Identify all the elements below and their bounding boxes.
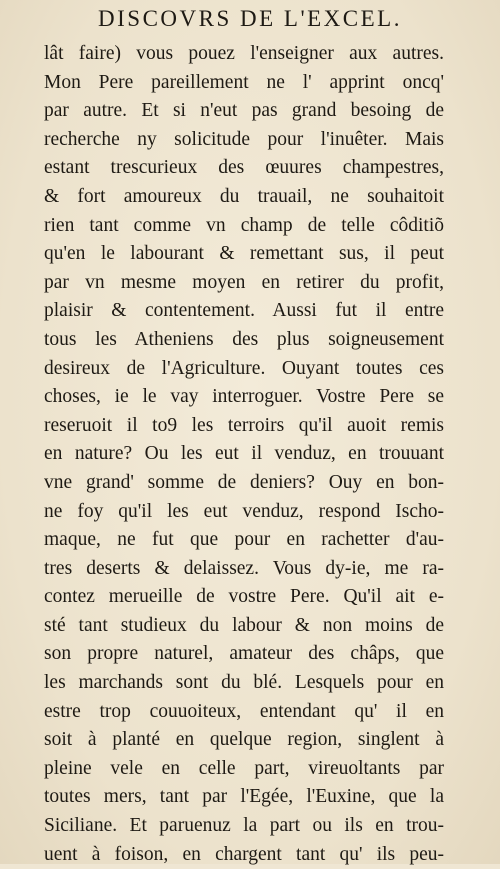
text-line: vne grand' somme de deniers? Ouy en bon- bbox=[44, 471, 444, 493]
text-line: & fort amoureux du trauail, ne souhaitoit bbox=[44, 185, 444, 207]
running-header: DISCOVRS DE L'EXCEL. bbox=[98, 6, 402, 31]
text-line: en nature? Ou les eut il venduz, en trouuant bbox=[44, 443, 444, 465]
text-line: estre trop couuoiteux, entendant qu' il en bbox=[44, 700, 444, 722]
text-line: estant trescurieux des œuures champestres, bbox=[44, 157, 444, 179]
text-line: maque, ne fut que pour en rachetter d'au- bbox=[44, 529, 444, 551]
text-line: toutes mers, tant par l'Egée, l'Euxine, que la bbox=[44, 786, 444, 808]
text-line: par autre. Et si n'eut pas grand besoing de bbox=[44, 100, 444, 122]
body-text bbox=[44, 40, 444, 869]
text-line: Siciliane. Et paruenuz la part ou ils en trou- bbox=[44, 815, 444, 837]
text-line: ne foy qu'il les eut venduz, respond Ischo- bbox=[44, 500, 444, 522]
text-line: plaisir & contentement. Aussi fut il entre bbox=[44, 300, 444, 322]
text-line: qu'en le labourant & remettant sus, il peut bbox=[44, 243, 444, 265]
text-line: sté tant studieux du labour & non moins de bbox=[44, 614, 444, 636]
text-line: desireux de l'Agriculture. Ouyant toutes ces bbox=[44, 357, 444, 379]
text-line: lât faire) vous pouez l'enseigner aux autres. bbox=[44, 43, 444, 64]
text-line: par vn mesme moyen en retirer du profit, bbox=[44, 271, 444, 293]
text-line: tres deserts & delaissez. Vous dy-ie, me ra- bbox=[44, 557, 444, 579]
text-line: contez merueille de vostre Pere. Qu'il ait e- bbox=[44, 586, 444, 608]
text-line: choses, ie le vay interroguer. Vostre Pere se bbox=[44, 386, 444, 408]
text-line: les marchands sont du blé. Lesquels pour en bbox=[44, 672, 444, 694]
text-line: reseruoit il to9 les terroirs qu'il auoit remis bbox=[44, 414, 444, 436]
text-line: pleine vele en celle part, vireuoltants par bbox=[44, 757, 444, 779]
text-line: Mon Pere pareillement ne l' apprint oncq' bbox=[44, 71, 444, 93]
text-line: recherche ny solicitude pour l'inuêter. Mais bbox=[44, 128, 444, 150]
text-line: uent à foison, en chargent tant qu' ils peu- bbox=[44, 843, 444, 865]
text-line: soit à planté en quelque region, singlent à bbox=[44, 729, 444, 751]
text-line: son propre naturel, amateur des châps, que bbox=[44, 643, 444, 665]
text-line: rien tant comme vn champ de telle côditiõ bbox=[44, 214, 444, 236]
text-line: tous les Atheniens des plus soigneusement bbox=[44, 328, 444, 350]
